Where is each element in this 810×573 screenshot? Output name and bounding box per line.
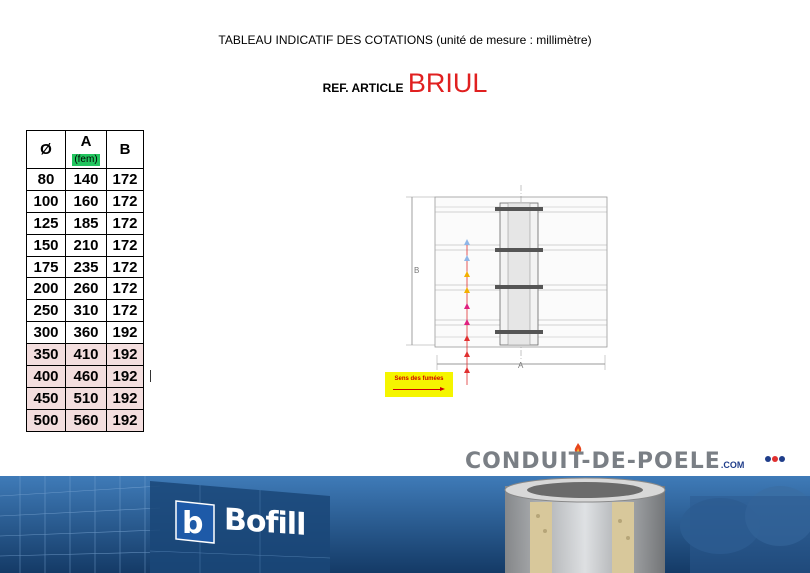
cell-a: 160 <box>66 190 107 212</box>
cell-b: 172 <box>107 256 144 278</box>
cell-diameter: 500 <box>27 409 66 431</box>
cell-b: 172 <box>107 300 144 322</box>
cell-b: 192 <box>107 387 144 409</box>
brand-dots-icon <box>764 455 794 463</box>
cell-a: 185 <box>66 212 107 234</box>
header-a-label: A <box>80 132 92 150</box>
header-diameter: Ø <box>27 131 66 169</box>
table-row <box>27 387 144 409</box>
table-row <box>27 212 144 234</box>
fem-badge: (fem) <box>74 153 98 165</box>
cell-diameter: 450 <box>27 387 66 409</box>
cell-diameter: 175 <box>27 256 66 278</box>
cell-a: 560 <box>66 409 107 431</box>
table-row <box>27 190 144 212</box>
dimensions-table <box>26 130 144 432</box>
table-row <box>27 256 144 278</box>
cell-diameter: 80 <box>27 169 66 191</box>
cell-a: 210 <box>66 234 107 256</box>
cell-diameter: 300 <box>27 322 66 344</box>
header-b: B <box>107 131 144 169</box>
cell-a: 360 <box>66 322 107 344</box>
brand-banner <box>0 476 810 573</box>
cell-b: 192 <box>107 409 144 431</box>
flow-legend-text: Sens des fumées <box>394 376 444 382</box>
cell-a: 235 <box>66 256 107 278</box>
table-body <box>27 169 144 432</box>
bofill-logo-text: Bofill <box>224 502 306 543</box>
table-row <box>27 234 144 256</box>
flow-legend <box>385 372 453 397</box>
cell-diameter: 400 <box>27 366 66 388</box>
table-row <box>27 322 144 344</box>
flow-arrow-icon <box>393 389 441 390</box>
cell-b: 172 <box>107 234 144 256</box>
svg-text:b: b <box>182 506 204 541</box>
table-row <box>27 169 144 191</box>
cell-a: 460 <box>66 366 107 388</box>
cell-b: 172 <box>107 278 144 300</box>
table-row <box>27 278 144 300</box>
cell-diameter: 100 <box>27 190 66 212</box>
cell-a: 140 <box>66 169 107 191</box>
cell-b: 172 <box>107 190 144 212</box>
text-cursor <box>150 370 151 382</box>
cell-diameter: 200 <box>27 278 66 300</box>
cell-a: 310 <box>66 300 107 322</box>
cell-b: 172 <box>107 212 144 234</box>
cell-b: 172 <box>107 169 144 191</box>
table-header-row <box>27 131 144 169</box>
cell-b: 192 <box>107 322 144 344</box>
dim-a-label: A <box>518 361 524 370</box>
table-row <box>27 366 144 388</box>
table-row <box>27 344 144 366</box>
brand-logo <box>465 449 744 477</box>
cell-diameter: 150 <box>27 234 66 256</box>
ref-value: BRIUL <box>407 68 488 98</box>
page-title: TABLEAU INDICATIF DES COTATIONS (unité de mesure : millimètre) <box>218 33 592 47</box>
header-a <box>66 131 107 169</box>
cell-diameter: 250 <box>27 300 66 322</box>
cell-diameter: 125 <box>27 212 66 234</box>
cell-b: 192 <box>107 366 144 388</box>
brand-name: CONDUIT-DE-POELE <box>465 449 721 474</box>
cell-b: 192 <box>107 344 144 366</box>
brand-tld: .COM <box>720 460 745 470</box>
table-row <box>27 409 144 431</box>
cell-diameter: 350 <box>27 344 66 366</box>
article-reference <box>0 68 810 99</box>
dim-b-label: B <box>414 266 420 275</box>
cell-a: 410 <box>66 344 107 366</box>
pipe-diagram <box>380 185 620 400</box>
cell-a: 260 <box>66 278 107 300</box>
cell-a: 510 <box>66 387 107 409</box>
table-row <box>27 300 144 322</box>
ref-label: REF. ARTICLE <box>322 81 404 95</box>
